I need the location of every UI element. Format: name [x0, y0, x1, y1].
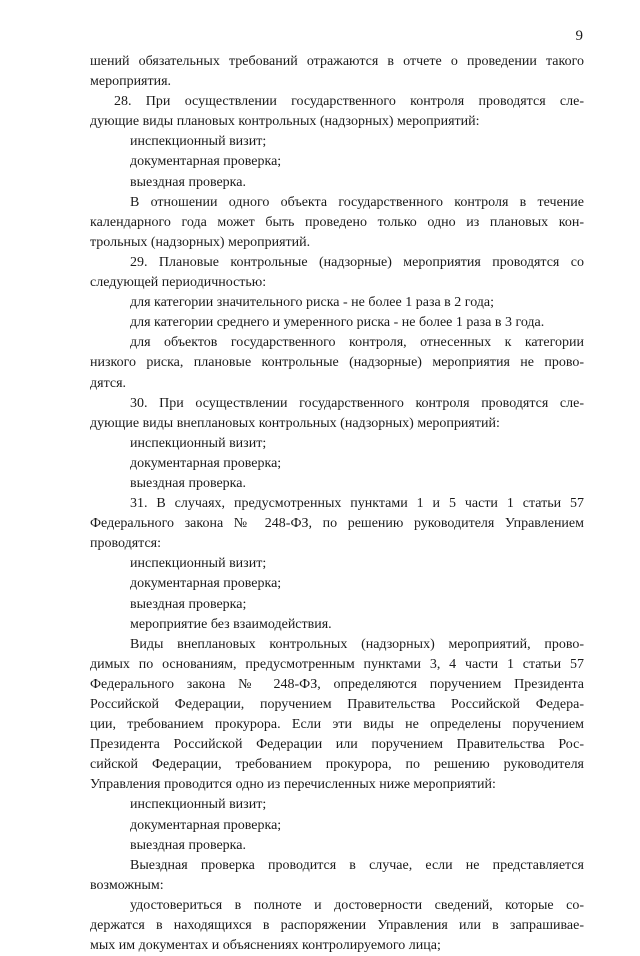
text-line: мероприятие без взаимодействия.: [130, 616, 332, 632]
text-line: инспекционный визит;: [130, 556, 267, 572]
text-line: проводятся:: [90, 536, 161, 552]
text-line: 30. При осуществлении государственного контроля проводятся сле-: [130, 395, 584, 411]
text-line: дующие виды внеплановых контрольных (надзорных) мероприятий:: [90, 415, 500, 431]
text-line: сийской Федерации, требованием прокурора, по решению руководителя: [90, 757, 584, 773]
text-line: Выездная проверка проводится в случае, если не представляется: [130, 857, 584, 873]
text-line: удостовериться в полноте и достоверности сведений, которые со-: [130, 897, 584, 913]
text-line: инспекционный визит;: [130, 435, 267, 451]
text-line: Российской Федерации, поручением Правительства Российской Федера-: [90, 697, 584, 712]
document-body: [90, 52, 584, 956]
text-line: держатся в находящихся в распоряжении Управления или в запрашивае-: [90, 918, 584, 934]
text-line: Виды внеплановых контрольных (надзорных) мероприятий, прово-: [130, 636, 584, 652]
text-line: документарная проверка;: [130, 817, 282, 833]
text-line: Управления проводится одно из перечисленных ниже мероприятий:: [90, 777, 496, 793]
text-line: выездная проверка.: [130, 174, 246, 190]
text-line: следующей периодичностью:: [90, 275, 267, 291]
text-line: мероприятия.: [90, 74, 172, 90]
text-line: Федерального закона № 248-ФЗ, по решению руководителя Управлением: [90, 516, 584, 532]
text-line: димых по основаниям, предусмотренным пунктами 3, 4 части 1 статьи 57: [90, 656, 584, 672]
text-line: для объектов государственного контроля, отнесенных к категории: [130, 335, 584, 351]
text-line: инспекционный визит;: [130, 134, 267, 150]
text-line: дятся.: [90, 375, 127, 391]
text-line: 31. В случаях, предусмотренных пунктами 1 и 5 части 1 статьи 57: [130, 496, 584, 512]
text-line: низкого риска, плановые контрольные (надзорные) мероприятия не прово-: [90, 355, 584, 371]
text-line: документарная проверка;: [130, 154, 282, 170]
text-line: выездная проверка;: [130, 596, 247, 612]
text-line: для категории среднего и умеренного риска - не более 1 раза в 3 года.: [130, 315, 545, 331]
text-line: В отношении одного объекта государственного контроля в течение: [130, 194, 584, 210]
text-line: инспекционный визит;: [130, 797, 267, 813]
text-line: мых им документах и объяснениях контролируемого лица;: [90, 938, 441, 954]
text-line: выездная проверка.: [130, 837, 246, 853]
text-line: документарная проверка;: [130, 455, 282, 471]
text-line: шений обязательных требований отражаются в отчете о проведении такого: [90, 54, 584, 69]
text-line: дующие виды плановых контрольных (надзорных) мероприятий:: [90, 114, 480, 130]
text-line: 28. При осуществлении государственного контроля проводятся сле-: [114, 94, 584, 110]
text-line: для категории значительного риска - не более 1 раза в 2 года;: [130, 295, 495, 311]
text-line: календарного года может быть проведено только одно из плановых кон-: [90, 214, 584, 230]
text-line: 29. Плановые контрольные (надзорные) мероприятия проводятся со: [130, 254, 584, 270]
text-line: выездная проверка.: [130, 475, 246, 491]
text-line: документарная проверка;: [130, 576, 282, 592]
text-line: Президента Российской Федерации или поручением Правительства Рос-: [90, 737, 584, 753]
text-line: возможным:: [90, 877, 164, 893]
text-line: ции, требованием прокурора. Если эти виды не определены поручением: [90, 717, 584, 733]
page-number: 9: [575, 28, 583, 44]
text-line: Федерального закона № 248-ФЗ, определяются поручением Президента: [90, 676, 584, 692]
text-line: трольных (надзорных) мероприятий.: [90, 234, 311, 250]
